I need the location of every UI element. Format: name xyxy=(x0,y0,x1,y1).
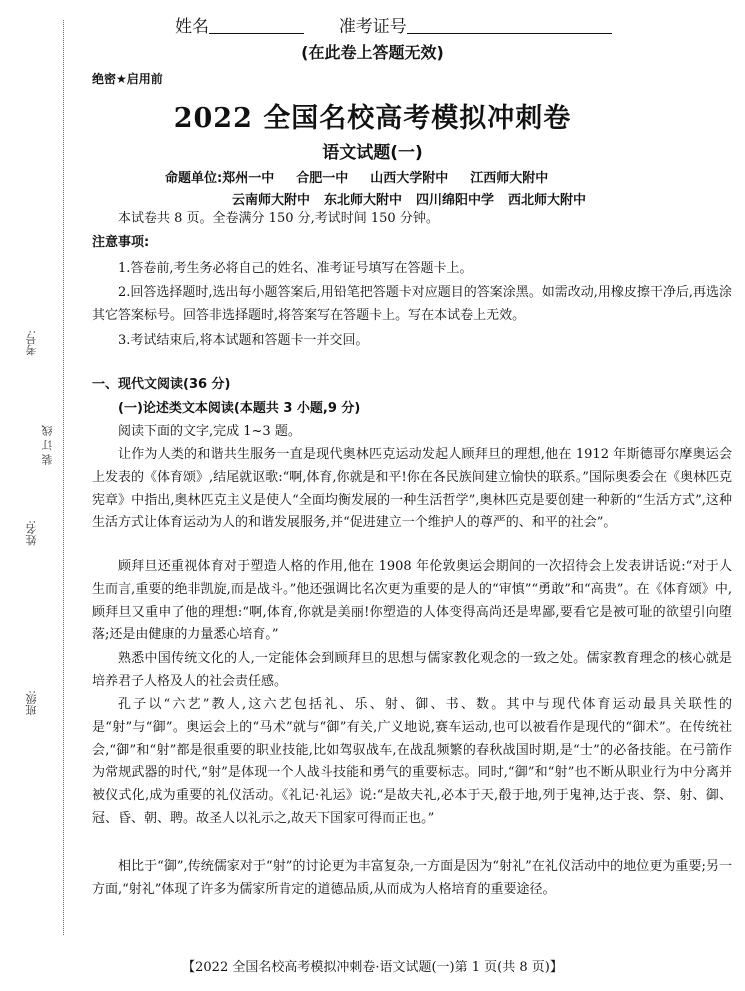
units-row-1 xyxy=(165,167,570,186)
invalid-note: (在此卷上答题无效) xyxy=(301,43,444,62)
unit-name: 四川绵阳中学 xyxy=(416,193,495,208)
unit-name: 西北师大附中 xyxy=(508,193,587,208)
name-blank[interactable] xyxy=(209,17,304,34)
unit-name: 云南师大附中 xyxy=(232,193,311,208)
unit-name: 合肥一中 xyxy=(296,171,349,186)
notes-item-2: 2.回答选择题时,选出每小题答案后,用铅笔把答题卡对应题目的答案涂黑。如需改动,用橡皮擦干净后,再选涂其它答案标号。回答非选择题时,将答案写在答题卡上。写在本试卷上无效。 xyxy=(92,285,732,323)
side-label-class: 班级: xyxy=(25,690,38,716)
passage-paragraph-4: 孔子以“六艺”教人,这六艺包括礼、乐、射、御、书、数。其中与现代体育运动最具关联性的是“射”与“御”。奥运会上的“马术”就与“御”有关,广义地说,赛车运动,也可以被看作是现代的“御术”。在传统社会,“御”和“射”都是很重要的职业技能,比如驾驭战车,在战乱频繁的春秋战国时期,是“士”的必备技能。在弓箭作为常规武器的时代,“射”是体现一个人战斗技能和勇气的重要标志。同时,“御”和“射”也不断从职业行为中分离并被仪式化,成为重要的礼仪活动。《礼记·礼运》说:“是故夫礼,必本于天,殽于地,列于鬼神,达于丧、祭、射、御、冠、昏、朝、聘。故圣人以礼示之,故天下国家可得而正也。” xyxy=(92,697,732,826)
candidate-info xyxy=(175,12,612,37)
notes-heading: 注意事项: xyxy=(92,235,150,250)
units-row-2 xyxy=(232,189,600,208)
reading-instruction: 阅读下面的文字,完成 1~3 题。 xyxy=(118,424,301,439)
unit-name: 郑州一中 xyxy=(222,171,275,186)
units-label: 命题单位: xyxy=(165,171,223,186)
exam-subtitle: 语文试题(一) xyxy=(322,143,423,163)
page-footer: 【2022 全国名校高考模拟冲刺卷·语文试题(一)第 1 页(共 8 页)】 xyxy=(182,960,563,975)
passage-paragraph-3: 熟悉中国传统文化的人,一定能体会到顾拜旦的思想与儒家教化观念的一致之处。儒家教育理念的核心就是培养君子人格及人的社会责任感。 xyxy=(92,651,732,689)
section-heading: 一、现代文阅读(36 分) xyxy=(92,377,231,392)
exam-title: 2022 全国名校高考模拟冲刺卷 xyxy=(173,103,572,134)
name-label: 姓名 xyxy=(175,17,209,37)
intro-text: 本试卷共 8 页。全卷满分 150 分,考试时间 150 分钟。 xyxy=(118,211,439,226)
exam-id-label: 准考证号 xyxy=(338,17,407,37)
passage-paragraph-5: 相比于“御”,传统儒家对于“射”的讨论更为丰富复杂,一方面是因为“射礼”在礼仪活动中的地位更为重要;另一方面,“射礼”体现了许多为儒家所肯定的道德品质,从而成为人格培育的重要途径。 xyxy=(92,859,732,897)
side-label-exam-no: 考号: xyxy=(25,330,38,356)
notes-item-3: 3.考试结束后,将本试题和答题卡一并交回。 xyxy=(118,333,369,348)
secret-label: 绝密★启用前 xyxy=(92,72,163,86)
notes-item-1: 1.答卷前,考生务必将自己的姓名、准考证号填写在答题卡上。 xyxy=(118,261,473,276)
exam-id-blank[interactable] xyxy=(407,17,612,34)
unit-name: 山西大学附中 xyxy=(370,171,449,186)
unit-name: 东北师大附中 xyxy=(324,193,403,208)
subsection-heading: (一)论述类文本阅读(本题共 3 小题,9 分) xyxy=(118,401,361,416)
passage-paragraph-1: 让作为人类的和谐共生服务一直是现代奥林匹克运动发起人顾拜旦的理想,他在 1912 年斯德哥尔摩奥运会上发表的《体育颂》,结尾就讴歌:“啊,体育,你就是和平!你在各民族间建立愉快的联系。”国际奥委会在《奥林匹克宪章》中指出,奥林匹克主义是使人“全面均衡发展的一种生活哲学”,奥林匹克是要创建一种新的“生活方式”,这种生活方式让体育运动为人的和谐发展服务,并“促进建立一个维护人的尊严的、和平的社会”。 xyxy=(92,447,732,531)
side-label-seal: 装 订 线 xyxy=(41,425,54,465)
side-label-name: 姓名: xyxy=(25,520,38,546)
unit-name: 江西师大附中 xyxy=(470,171,549,186)
passage-paragraph-2: 顾拜旦还重视体育对于塑造人格的作用,他在 1908 年伦敦奥运会期间的一次招待会上发表讲话说:“对于人生而言,重要的绝非凯旋,而是战斗。”他还强调比名次更为重要的是人的“审慎”“勇敢”和“高贵”。在《体育颂》中,顾拜旦又重申了他的理想:“啊,体育,你就是美丽!你塑造的人体变得高尚还是卑鄙,要看它是被可耻的欲望引向堕落;还是由健康的力量悉心培育。” xyxy=(92,559,732,643)
